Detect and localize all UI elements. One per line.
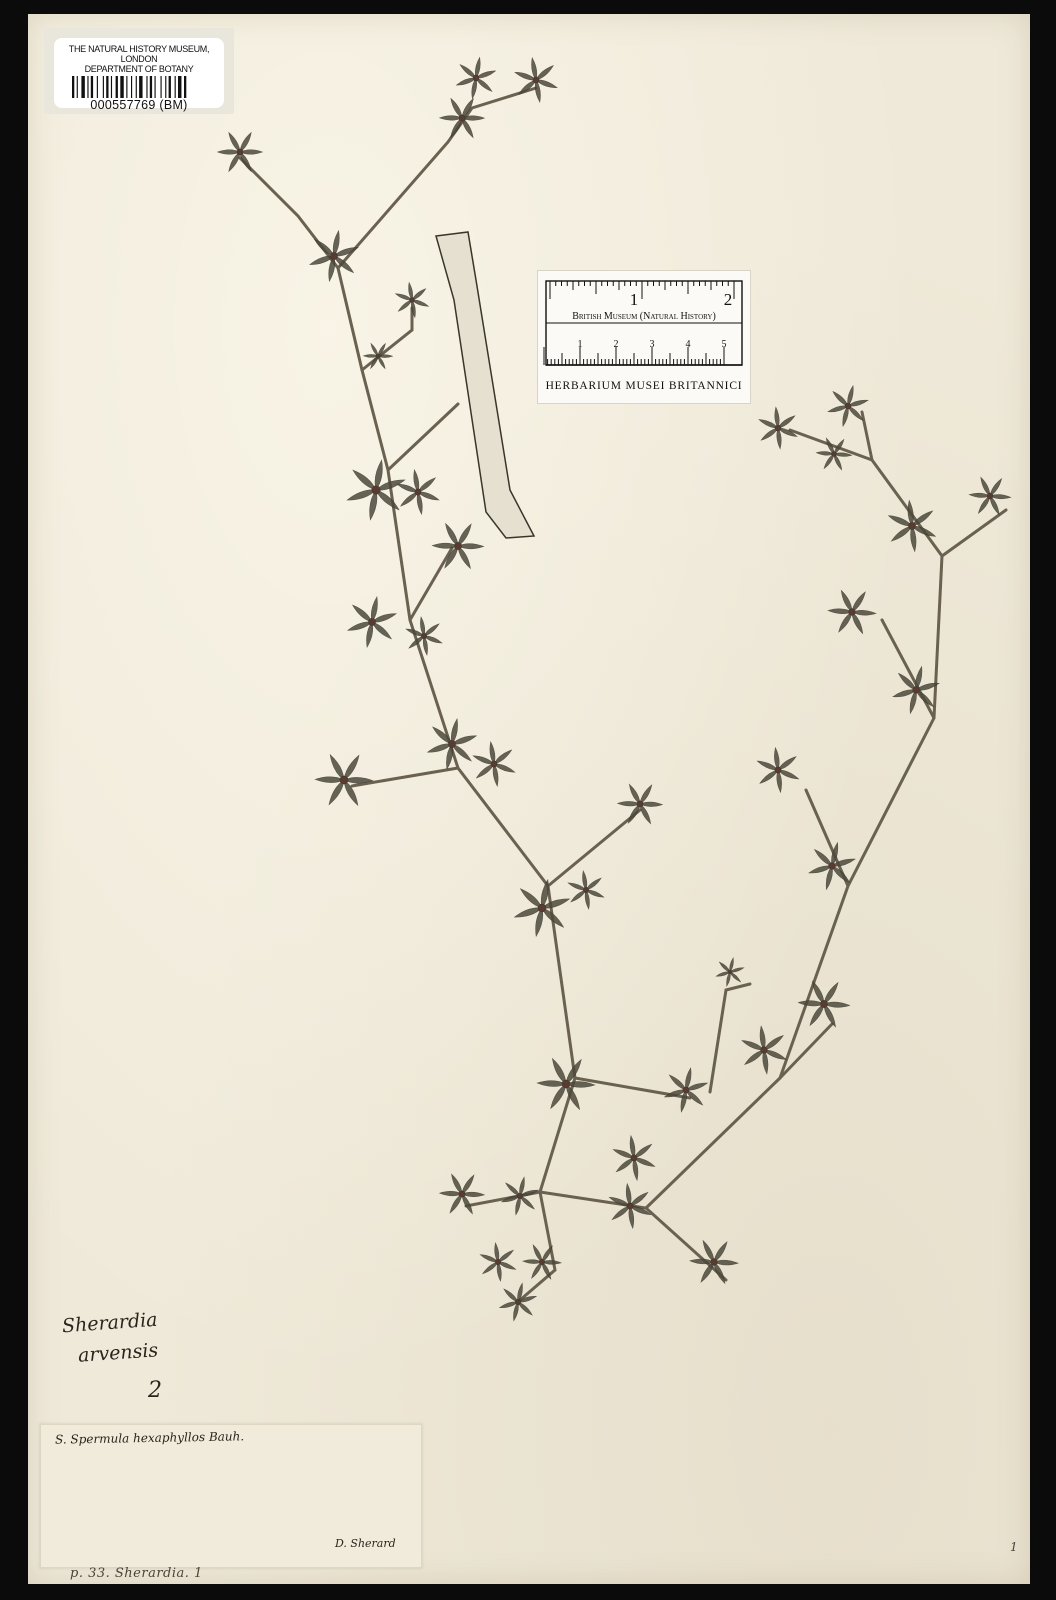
cm-label-5: 5: [721, 339, 727, 350]
catalog-number: 000557769 (BM): [90, 98, 188, 112]
barcode: [70, 76, 208, 98]
bottom-reference-note: p. 33. Sherardia. 1: [70, 1566, 203, 1581]
edge-pencil-mark: 1: [1010, 1540, 1018, 1554]
original-label-text: S. Spermula hexaphyllos Bauh.: [54, 1429, 245, 1447]
department-name: DEPARTMENT OF BOTANY: [84, 64, 194, 74]
inch-label-2: 2: [723, 290, 733, 309]
determination-number: 2: [148, 1378, 162, 1403]
determination-species: arvensis: [77, 1339, 159, 1367]
herbarium-name: HERBARIUM MUSEI BRITANNICI: [545, 380, 743, 392]
scale-ruler-card: [537, 270, 751, 404]
museum-name: British Museum (Natural History): [572, 311, 716, 322]
original-collection-label: [40, 1424, 422, 1568]
institution-barcode-label: [44, 28, 234, 114]
cm-label-2: 2: [613, 339, 619, 350]
inch-label-1: 1: [629, 290, 639, 309]
cm-label-4: 4: [685, 339, 691, 350]
cm-label-3: 3: [649, 339, 655, 350]
institution-name: THE NATURAL HISTORY MUSEUM, LONDON: [68, 44, 210, 64]
institution-label-card: [54, 38, 224, 112]
collector-signature: D. Sherard: [335, 1537, 396, 1550]
determination-genus: Sherardia: [61, 1308, 159, 1338]
cm-label-1: 1: [577, 339, 583, 350]
